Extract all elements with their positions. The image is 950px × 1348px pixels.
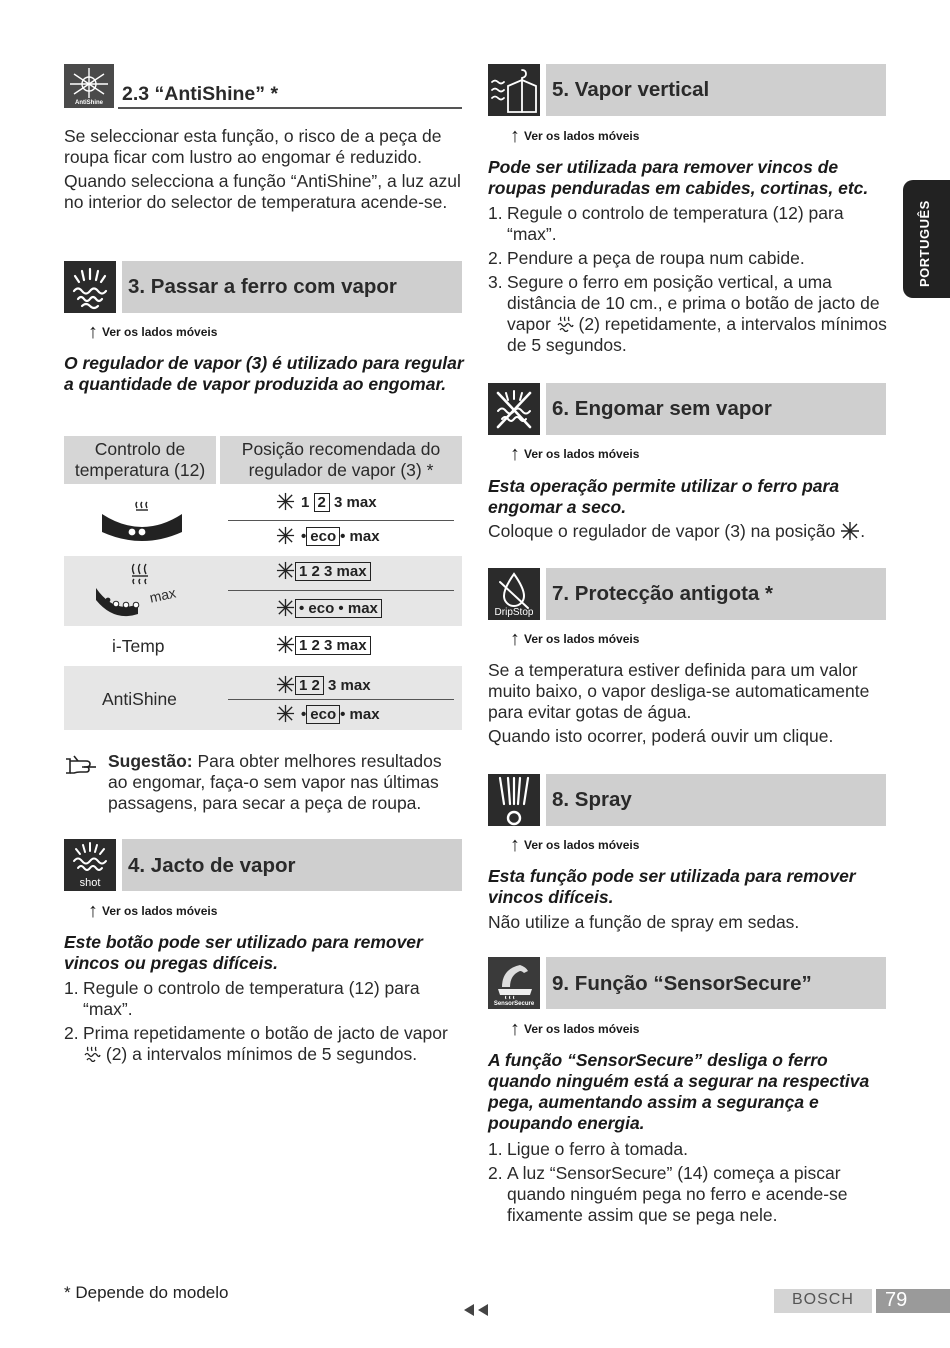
dripstop-body: [488, 660, 888, 750]
table-row4-divider: [228, 699, 454, 700]
sensorsecure-icon: [488, 957, 540, 1009]
list-item: 2. Prima repetidamente o botão de jacto de vapor (2) a intervalos mínimos de 5 segundos.: [64, 1023, 448, 1064]
sensorsecure-title: 9. Função “SensorSecure”: [552, 972, 812, 995]
steam-ref-text: Ver os lados móveis: [102, 325, 218, 339]
steam-dial-icon: [276, 675, 295, 694]
language-label: PORTUGUÊS: [917, 200, 932, 287]
steam-ref: [88, 321, 217, 344]
steam-dial-icon: [276, 598, 295, 617]
spray-icon: [488, 774, 540, 826]
table-row1-divider: [228, 520, 454, 521]
prev-page-icon[interactable]: [462, 1302, 490, 1318]
vertical-lead: Pode ser utilizada para remover vincos de roupas penduradas em cabides, cortinas, etc.: [488, 157, 869, 198]
list-item: 2. Pendure a peça de roupa num cabide.: [488, 248, 805, 268]
steam-shot-icon-label: shot: [79, 877, 101, 889]
antishine-p1: Se seleccionar esta função, o risco de a peça de roupa ficar com lustro ao engomar é reduzido.: [64, 126, 442, 167]
temp-itemp-label: i-Temp: [112, 636, 165, 656]
temp-max-label: max: [148, 584, 178, 606]
dripstop-icon-label: DripStop: [494, 607, 534, 618]
shot-ref-arrow-icon: ↑: [88, 900, 98, 922]
vertical-steps: [488, 203, 888, 359]
dripstop-p2: Quando isto ocorrer, poderá ouvir um clique.: [488, 726, 834, 746]
nosteam-ref: [510, 443, 639, 466]
sensorsecure-ref-text: Ver os lados móveis: [524, 1022, 640, 1036]
spray-title: 8. Spray: [552, 788, 632, 811]
table-row2-setting2: • eco • max: [276, 598, 382, 618]
list-item: 1. Ligue o ferro à tomada.: [488, 1139, 688, 1159]
dripstop-ref-text: Ver os lados móveis: [524, 632, 640, 646]
dripstop-p1: Se a temperatura estiver definida para um valor muito baixo, o vapor desliga-se automaticamente para evitar gotas de água.: [488, 660, 870, 722]
table-header-temp: Controlo de temperatura (12): [64, 436, 216, 484]
tip-hand-icon: [64, 753, 100, 777]
vertical-steam-icon: [488, 64, 540, 116]
spray-ref-text: Ver os lados móveis: [524, 838, 640, 852]
tip-body: Para obter melhores resultados ao engomar, faça-o sem vapor nas últimas passagens, para secar a peça de roupa.: [108, 751, 442, 813]
nosteam-ref-arrow-icon: ↑: [510, 443, 520, 465]
antishine-icon-label: AntiShine: [75, 100, 103, 106]
spray-ref: [510, 834, 639, 857]
tip-text: [108, 751, 464, 814]
steam-title: 3. Passar a ferro com vapor: [128, 275, 397, 298]
steam-dial-icon: [276, 561, 295, 580]
no-steam-dial-icon: [840, 522, 860, 540]
steam-dial-icon: [276, 704, 295, 723]
no-steam-icon: [488, 383, 540, 435]
dripstop-ref: [510, 628, 639, 651]
vertical-ref-text: Ver os lados móveis: [524, 129, 640, 143]
table-row4-setting1: 1 2 3 max: [276, 675, 371, 695]
vertical-ref-arrow-icon: ↑: [510, 125, 520, 147]
table-row2-divider: [228, 590, 454, 591]
page-number: 79: [885, 1289, 908, 1311]
inline-steam-shot-icon: [83, 1046, 101, 1062]
list-item: 1. Regule o controlo de temperatura (12) para “max”.: [64, 978, 420, 1019]
sensorsecure-ref: [510, 1018, 639, 1041]
steam-icon: [64, 261, 116, 313]
table-row4-setting2: • eco • max: [276, 704, 380, 724]
spray-lead: Esta função pode ser utilizada para remover vincos difíceis.: [488, 866, 856, 907]
list-item: 1. Regule o controlo de temperatura (12) para “max”.: [488, 203, 844, 244]
tip-label: Sugestão:: [108, 751, 193, 771]
dripstop-ref-arrow-icon: ↑: [510, 628, 520, 650]
spray-ref-arrow-icon: ↑: [510, 834, 520, 856]
sensorsecure-steps: [488, 1139, 888, 1229]
dripstop-title: 7. Protecção antigota *: [552, 582, 774, 605]
footer-brand: BOSCH: [792, 1291, 854, 1308]
inline-steam-shot-icon: [556, 316, 574, 332]
shot-ref: [88, 900, 217, 923]
sensorsecure-lead: A função “SensorSecure” desliga o ferro quando ninguém está a segurar na respectiva pega, aumentando assim a segurança e poupando energia.: [488, 1050, 870, 1133]
steam-dial-icon: [276, 635, 295, 654]
steam-lead: O regulador de vapor (3) é utilizado para regular a quantidade de vapor produzida ao engomar.: [64, 353, 464, 394]
steam-shot-icon: [64, 839, 116, 891]
antishine-body: [64, 126, 464, 216]
sensorsecure-ref-arrow-icon: ↑: [510, 1018, 520, 1040]
temp-antishine-label: AntiShine: [102, 689, 177, 709]
steam-ref-arrow-icon: ↑: [88, 321, 98, 343]
list-item: 3. Segure o ferro em posição vertical, a uma distância de 10 cm., e prima o botão de jacto de vapor (2) repetidamente, a intervalos mínimos de 5 segundos.: [488, 272, 887, 355]
list-item: 2. A luz “SensorSecure” (14) começa a piscar quando ninguém pega no ferro e acende-se fixamente assim que se pega nele.: [488, 1163, 848, 1225]
vertical-title: 5. Vapor vertical: [552, 78, 710, 101]
nosteam-title: 6. Engomar sem vapor: [552, 397, 772, 420]
shot-ref-text: Ver os lados móveis: [102, 904, 218, 918]
antishine-title-rule: [118, 107, 462, 109]
nosteam-ref-text: Ver os lados móveis: [524, 447, 640, 461]
shot-steps: [64, 978, 464, 1068]
table-row1-setting2: • eco • max: [276, 526, 380, 546]
antishine-icon: [64, 64, 114, 108]
table-row3-setting1: 1 2 3 max: [276, 635, 371, 655]
table-row1-setting1: 1 2 3 max: [276, 492, 377, 512]
nosteam-text: Coloque o regulador de vapor (3) na posição .: [488, 521, 866, 541]
language-tab: [903, 180, 950, 298]
vertical-ref: [510, 125, 639, 148]
antishine-title: 2.3 “AntiShine” *: [122, 83, 279, 105]
footnote: * Depende do modelo: [64, 1283, 229, 1302]
shot-title: 4. Jacto de vapor: [128, 854, 296, 877]
temp-max-dial-icon: [94, 560, 190, 622]
dripstop-icon: [488, 568, 540, 620]
steam-dial-icon: [276, 492, 295, 511]
nosteam-lead: Esta operação permite utilizar o ferro para engomar a seco.: [488, 476, 840, 517]
temp-dial-icon: [100, 498, 184, 542]
shot-lead: Este botão pode ser utilizado para remover vincos ou pregas difíceis.: [64, 932, 423, 973]
antishine-p2: Quando selecciona a função “AntiShine”, a luz azul no interior do selector de temperatura acende-se.: [64, 171, 461, 212]
steam-dial-icon: [276, 526, 295, 545]
table-header-steam: Posição recomendada do regulador de vapor (3) *: [220, 436, 462, 484]
table-row2-setting1: 1 2 3 max: [276, 561, 371, 581]
sensorsecure-icon-label: SensorSecure: [493, 1001, 535, 1007]
spray-text: Não utilize a função de spray em sedas.: [488, 912, 800, 932]
